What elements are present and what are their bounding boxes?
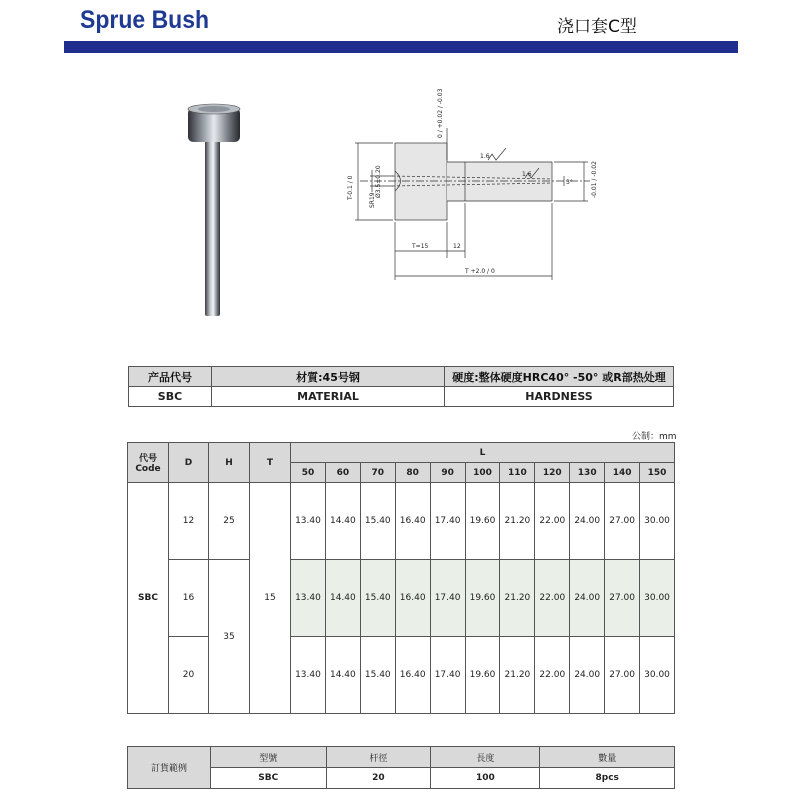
spec-table [127, 442, 675, 714]
title-bar [64, 41, 738, 53]
price-cell: 17.40 [430, 560, 465, 637]
price-cell: 14.40 [325, 560, 360, 637]
code-header-cn: 代号 [138, 454, 157, 464]
d3-label: 3° [566, 179, 573, 186]
l-value: 60 [325, 463, 360, 483]
price-cell: 22.00 [535, 560, 570, 637]
price-cell: 13.40 [291, 560, 326, 637]
price-cell: 19.60 [465, 483, 500, 560]
t-bottom-label: T +2.0 / 0 [465, 268, 495, 275]
l-value: 110 [500, 463, 535, 483]
price-cell: 21.20 [500, 637, 535, 714]
price-cell: 27.00 [605, 637, 640, 714]
cell-hardness: 硬度:整体硬度HRC40° -50° 或R部热处理 [445, 367, 674, 387]
price-cell: 19.60 [465, 637, 500, 714]
price-cell: 27.00 [605, 560, 640, 637]
l-header: L [291, 443, 675, 463]
l-value: 80 [395, 463, 430, 483]
finish-a-label: 1.6 [480, 153, 490, 160]
price-cell: 13.40 [291, 483, 326, 560]
price-cell: 30.00 [640, 483, 675, 560]
technical-drawing [320, 88, 600, 288]
cell-code-value: SBC [129, 387, 212, 407]
material-row-values [129, 387, 674, 407]
order-header-model: 型號 [211, 747, 327, 768]
price-cell: 21.20 [500, 560, 535, 637]
spec-header-row [128, 443, 675, 463]
order-example-label: 訂貨範例 [128, 747, 211, 789]
order-diameter-value: 20 [326, 768, 431, 789]
price-cell: 24.00 [570, 483, 605, 560]
cell-material-label: MATERIAL [212, 387, 445, 407]
d-cell: 16 [169, 560, 209, 637]
code-header-en: Code [135, 464, 161, 474]
price-cell: 15.40 [360, 483, 395, 560]
price-cell: 22.00 [535, 637, 570, 714]
l-value: 90 [430, 463, 465, 483]
l-value: 140 [605, 463, 640, 483]
sr-label: SR19 [369, 192, 376, 208]
order-length-value: 100 [431, 768, 540, 789]
t15-label: T=15 [412, 243, 429, 250]
d-header: D [169, 443, 209, 483]
h-cell: 25 [209, 483, 250, 560]
order-header-length: 長度 [431, 747, 540, 768]
price-cell: 30.00 [640, 637, 675, 714]
l-value: 130 [570, 463, 605, 483]
tol-top-label: 0 / +0.02 / -0.03 [437, 88, 444, 138]
price-cell: 19.60 [465, 560, 500, 637]
price-cell: 30.00 [640, 560, 675, 637]
d12-label: 12 [453, 243, 461, 250]
cell-product-code: 产品代号 [129, 367, 212, 387]
code-cell: SBC [128, 483, 169, 714]
cell-hardness-label: HARDNESS [445, 387, 674, 407]
order-model-value: SBC [211, 768, 327, 789]
price-cell: 17.40 [430, 637, 465, 714]
d-cell: 12 [169, 483, 209, 560]
l-value: 70 [360, 463, 395, 483]
price-cell: 13.40 [291, 637, 326, 714]
l-value: 50 [291, 463, 326, 483]
price-cell: 16.40 [395, 560, 430, 637]
price-cell: 16.40 [395, 637, 430, 714]
t-left-label: T-0.1 / 0 [347, 175, 354, 200]
order-header-quantity: 數量 [540, 747, 675, 768]
bore-label: Ø3.5±0.20 [375, 165, 382, 198]
price-cell: 14.40 [325, 637, 360, 714]
l-value: 150 [640, 463, 675, 483]
material-row-header [129, 367, 674, 387]
price-cell: 15.40 [360, 637, 395, 714]
order-header-diameter: 杆徑 [326, 747, 431, 768]
price-cell: 15.40 [360, 560, 395, 637]
order-header-row [128, 747, 675, 768]
table-row [128, 560, 675, 637]
product-photo [180, 100, 250, 320]
price-cell: 17.40 [430, 483, 465, 560]
h-cell: 35 [209, 560, 250, 714]
order-quantity-value: 8pcs [540, 768, 675, 789]
material-table [128, 366, 674, 407]
price-cell: 24.00 [570, 637, 605, 714]
page-title: Sprue Bush [80, 6, 210, 34]
t-header: T [250, 443, 291, 483]
table-row [128, 483, 675, 560]
d-right-label: -0.01 / -0.02 [591, 161, 598, 198]
page-subtitle: 浇口套C型 [557, 17, 637, 37]
price-cell: 14.40 [325, 483, 360, 560]
price-cell: 16.40 [395, 483, 430, 560]
order-values-row [128, 768, 675, 789]
price-cell: 24.00 [570, 560, 605, 637]
t-cell: 15 [250, 483, 291, 714]
price-cell: 27.00 [605, 483, 640, 560]
cell-material: 材質:45号钢 [212, 367, 445, 387]
order-example-table [127, 746, 675, 789]
h-header: H [209, 443, 250, 483]
l-value: 120 [535, 463, 570, 483]
price-cell: 21.20 [500, 483, 535, 560]
finish-b-label: 1.6 [522, 171, 532, 178]
l-value: 100 [465, 463, 500, 483]
code-header [128, 443, 169, 483]
unit-label: 公制：mm [632, 432, 677, 442]
price-cell: 22.00 [535, 483, 570, 560]
d-cell: 20 [169, 637, 209, 714]
